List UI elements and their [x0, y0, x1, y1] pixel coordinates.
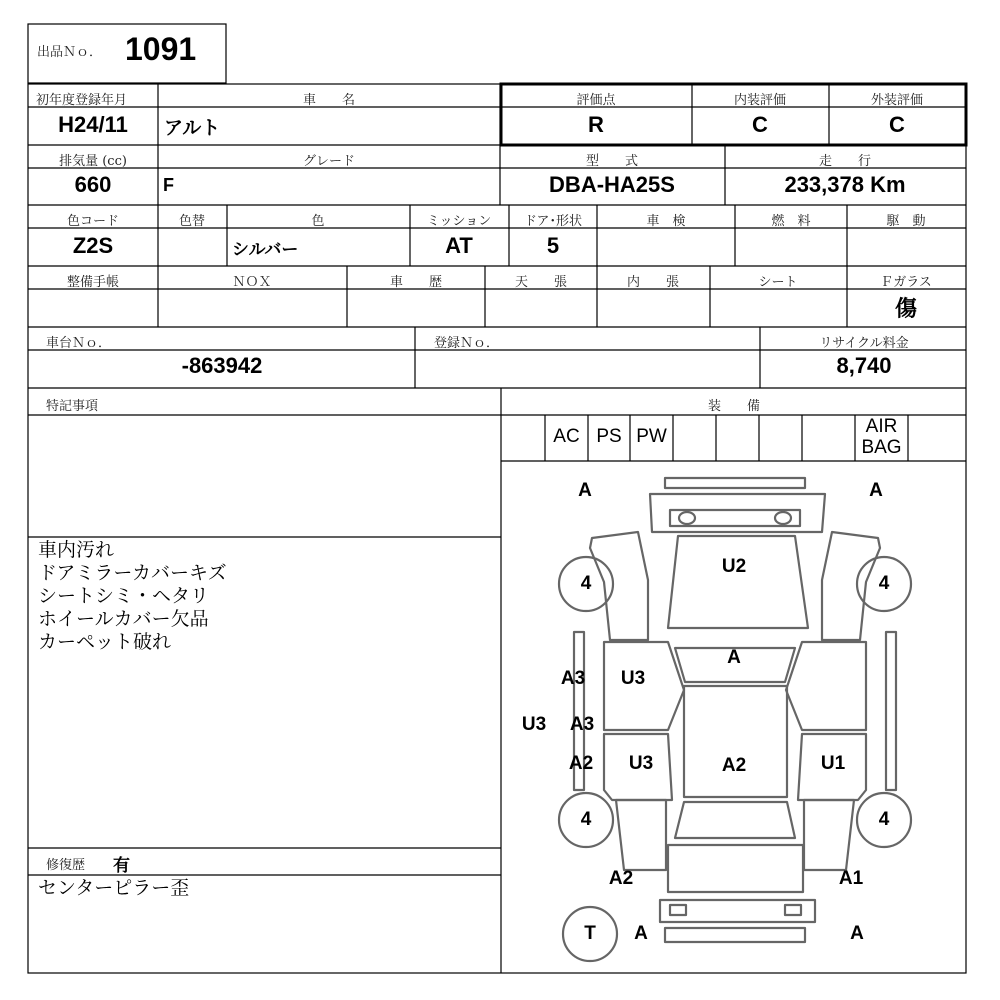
damage-mark: A2 [608, 868, 634, 889]
damage-mark: 4 [580, 809, 592, 830]
mileage-label: 走 行 [818, 154, 872, 169]
mileage-value: 233,378 Km [784, 172, 906, 197]
seat-label: シート [758, 275, 798, 290]
damage-mark: 4 [878, 809, 890, 830]
displacement-label: 排気量 (cc) [59, 154, 127, 169]
remark-line: ホイールカバー欠品 [38, 608, 209, 630]
reg-year-value: H24/11 [58, 112, 128, 137]
remark-line: シートシミ・ヘタリ [38, 585, 210, 607]
damage-mark: A1 [838, 868, 864, 889]
remarks-label: 特記事項 [46, 399, 99, 414]
roof-label: 天 張 [514, 275, 568, 290]
damage-mark: A2 [721, 755, 747, 776]
damage-mark: U2 [721, 556, 747, 577]
equipment-item-ac: AC [553, 426, 580, 447]
damage-mark: A [869, 480, 883, 501]
drive-label: 駆 動 [886, 214, 926, 229]
grade-label: グレード [302, 154, 356, 169]
color-code-value: Z2S [72, 233, 114, 258]
registration-label: 登録Ｎｏ． [434, 336, 500, 351]
damage-mark: U3 [521, 714, 547, 735]
inner-label: 内 張 [626, 275, 680, 290]
repair-list [38, 877, 189, 900]
fuel-label: 燃 料 [771, 214, 811, 229]
lot-number: 1091 [125, 31, 197, 67]
damage-mark: 4 [580, 573, 592, 594]
equipment-item-ps: PS [596, 426, 622, 447]
equipment-item-pw: PW [636, 426, 667, 447]
recycle-label: リサイクル料金 [819, 336, 909, 351]
fglass-value: 傷 [894, 296, 918, 322]
reg-year-label: 初年度登録年月 [36, 93, 128, 108]
damage-mark: 4 [878, 573, 890, 594]
damage-mark: A3 [560, 668, 586, 689]
recycle-value: 8,740 [836, 353, 892, 378]
repair-status: 有 [113, 856, 130, 876]
repair-label: 修復歴 [46, 858, 86, 873]
car-name-value: アルト [164, 117, 221, 139]
mission-value: AT [445, 233, 473, 258]
car-name-label: 車 名 [302, 93, 356, 108]
damage-mark: T [584, 923, 596, 944]
damage-mark: A [634, 923, 648, 944]
damage-mark: A2 [568, 753, 594, 774]
inspection-label: 車 検 [646, 214, 686, 229]
score-value: R [588, 112, 604, 137]
interior-value: C [752, 112, 768, 137]
damage-mark: A [727, 647, 741, 668]
door-value: 5 [546, 233, 560, 258]
model-label: 型 式 [585, 154, 639, 169]
fglass-label: Ｆガラス [880, 275, 932, 290]
door-label: ドア･形状 [523, 214, 583, 229]
maint-book-label: 整備手帳 [66, 275, 120, 290]
exterior-label: 外装評価 [870, 93, 924, 108]
interior-label: 内装評価 [733, 93, 787, 108]
remark-line: ドアミラーカバーキズ [38, 562, 227, 584]
displacement-value: 660 [74, 172, 112, 197]
color-label: 色 [311, 214, 325, 229]
damage-mark: U3 [628, 753, 654, 774]
equipment-item-airbag: AIR BAG [861, 416, 902, 458]
color-code-label: 色コード [66, 214, 120, 229]
nox-label: ＮＯＸ [232, 275, 272, 290]
mission-label: ミッション [426, 214, 492, 229]
damage-mark: A3 [569, 714, 595, 735]
score-label: 評価点 [576, 93, 616, 108]
damage-mark: A [578, 480, 592, 501]
exterior-value: C [889, 112, 905, 137]
chassis-label: 車台Ｎｏ． [46, 336, 112, 351]
equipment-label: 装 備 [707, 399, 761, 414]
color-change-label: 色替 [178, 214, 206, 229]
grade-value: F [163, 175, 174, 195]
model-value: DBA-HA25S [549, 172, 675, 197]
chassis-value: -863942 [181, 353, 263, 378]
damage-mark: A [850, 923, 864, 944]
lot-label: 出品Ｎｏ． [37, 45, 103, 60]
repair-line: センターピラー歪 [38, 877, 190, 899]
color-value: シルバー [232, 240, 299, 260]
remark-line: 車内汚れ [38, 539, 115, 561]
damage-mark: U1 [820, 753, 846, 774]
damage-mark: U3 [620, 668, 646, 689]
remark-line: カーペット破れ [38, 631, 172, 653]
remarks-list [38, 539, 227, 654]
history-label: 車 歴 [389, 275, 443, 290]
